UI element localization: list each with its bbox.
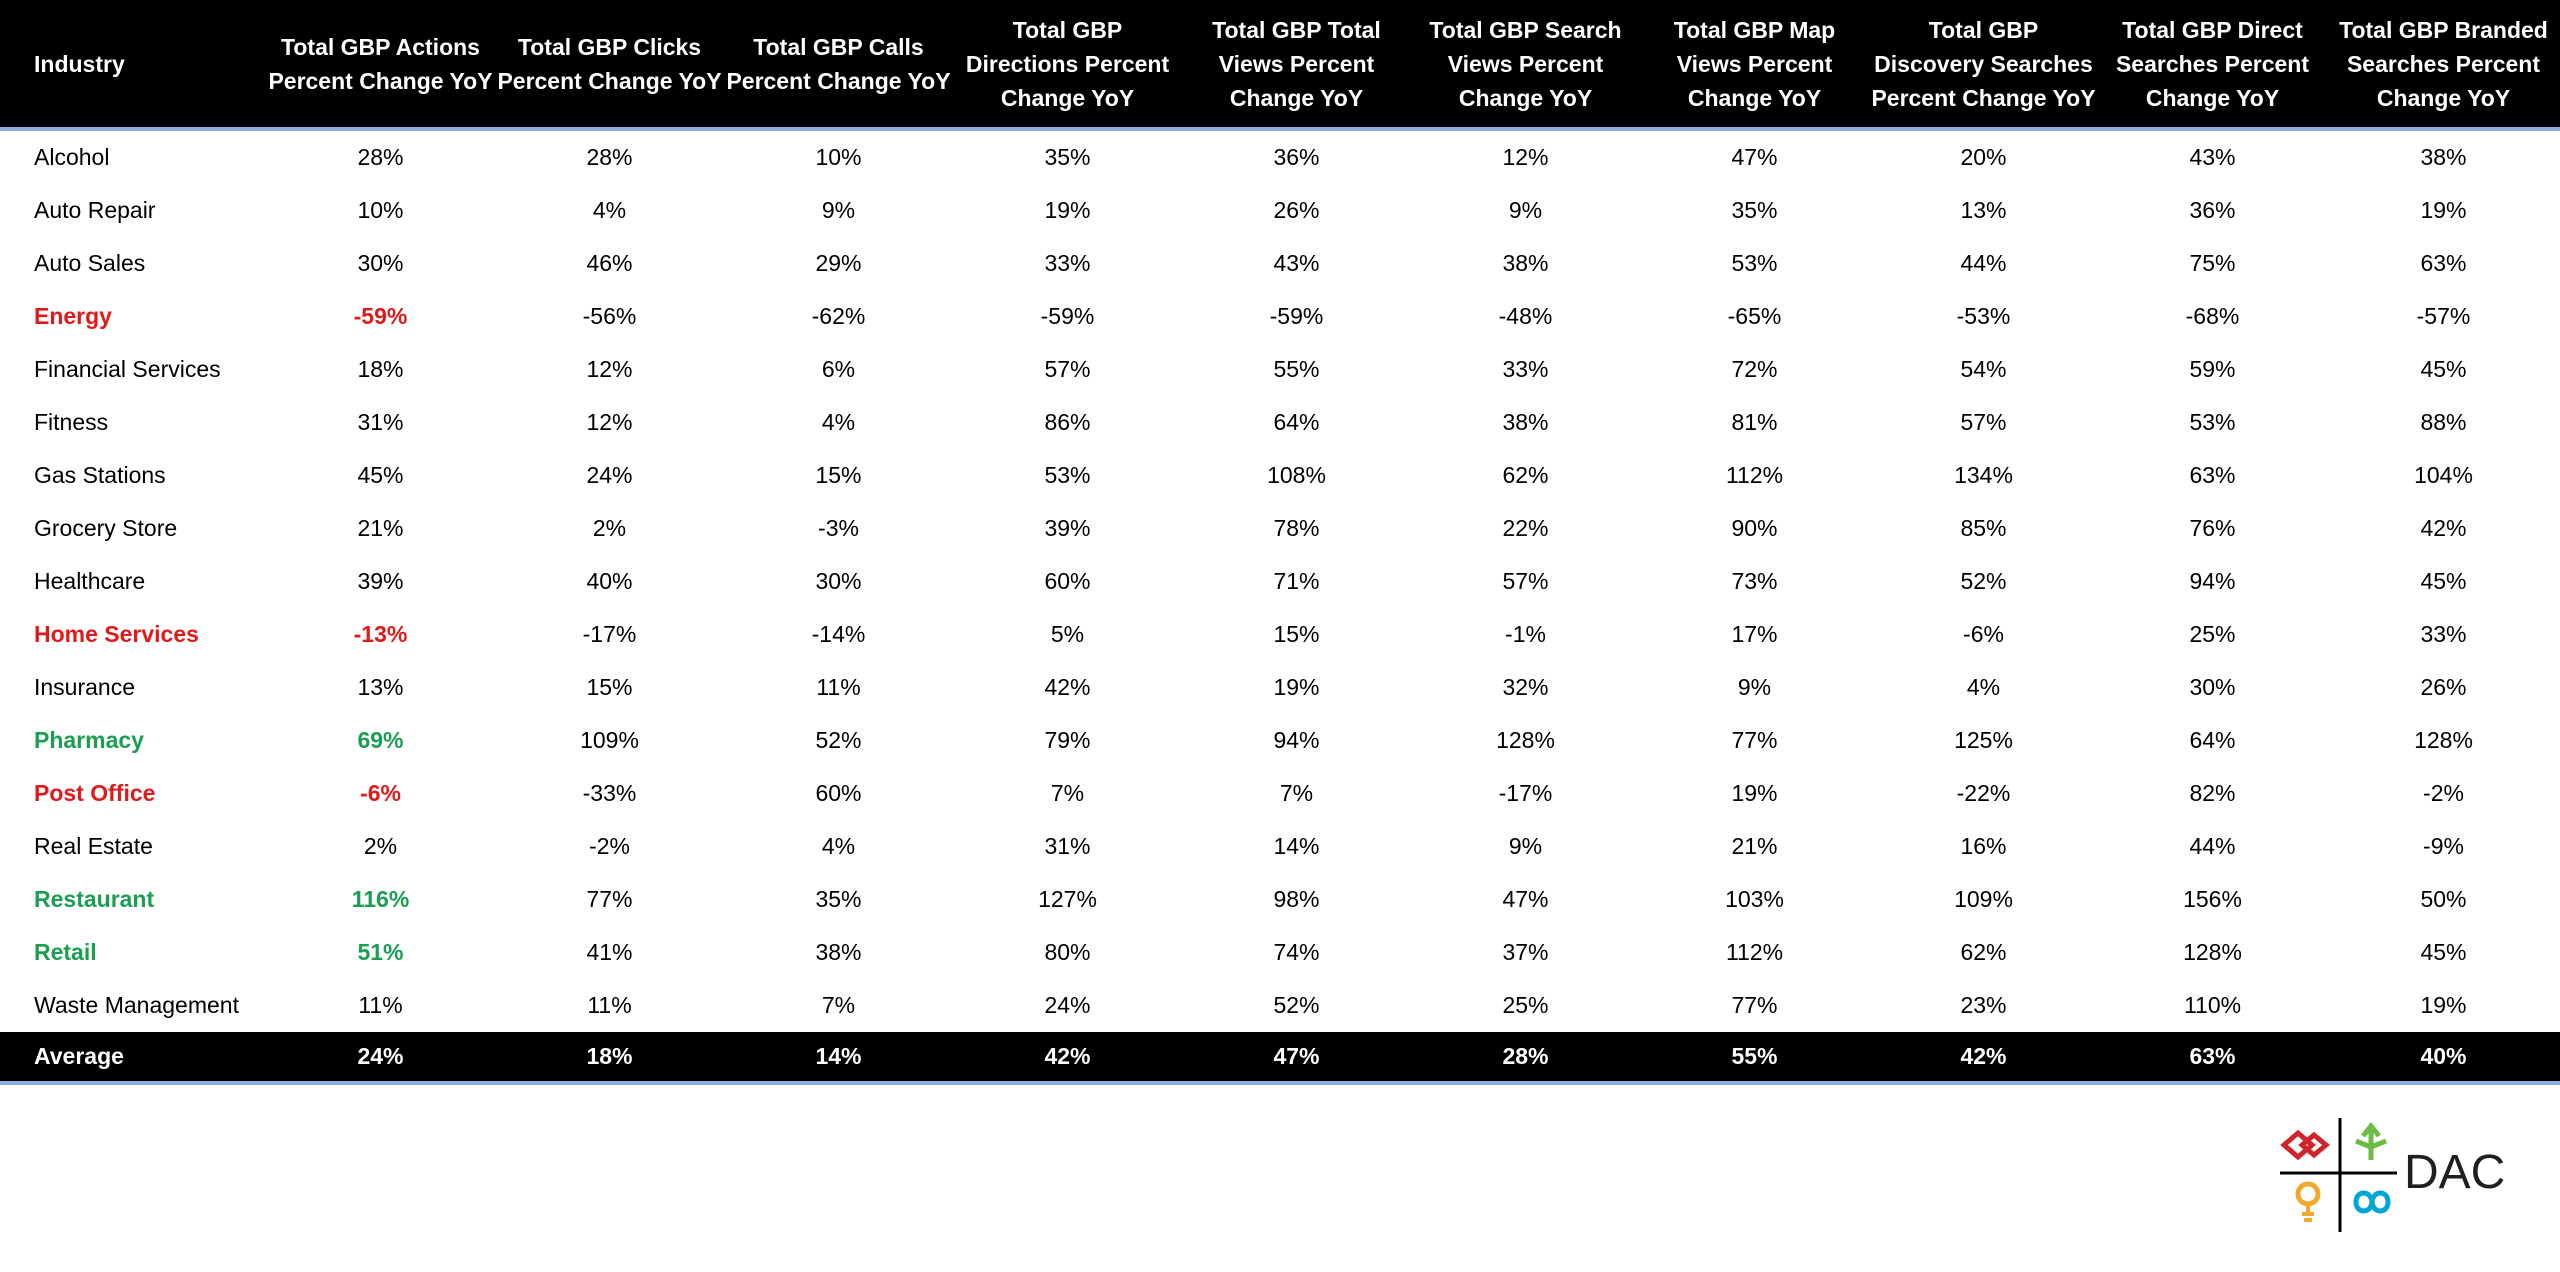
value-cell: 50% — [2420, 886, 2467, 912]
industry-cell: Auto Sales — [34, 250, 146, 276]
value-cell: 25% — [2189, 621, 2236, 647]
value-cell: 15% — [1273, 621, 1320, 647]
table-row — [0, 502, 2560, 555]
value-cell: 4% — [821, 833, 856, 859]
value-cell: 47% — [1502, 886, 1549, 912]
value-cell: 64% — [1273, 409, 1320, 435]
value-cell: 38% — [1502, 250, 1549, 276]
table-header — [0, 0, 2560, 129]
value-cell: 41% — [586, 939, 633, 965]
value-cell: 11% — [816, 674, 861, 700]
value-cell: -57% — [2416, 303, 2471, 329]
value-cell: -22% — [1956, 780, 2011, 806]
value-cell: 98% — [1273, 886, 1320, 912]
value-cell: 52% — [1960, 568, 2007, 594]
value-cell: 5% — [1050, 621, 1085, 647]
average-value-cell: 63% — [2098, 1032, 2327, 1083]
value-cell: -65% — [1727, 303, 1782, 329]
diamond-icon — [2284, 1133, 2326, 1157]
table-row — [0, 396, 2560, 449]
value-cell: 64% — [2189, 727, 2236, 753]
dac-logo-icon — [2276, 1114, 2526, 1234]
value-cell: 57% — [1502, 568, 1549, 594]
value-cell: 38% — [2420, 144, 2467, 170]
value-cell: 45% — [2420, 939, 2467, 965]
value-cell: 94% — [1273, 727, 1320, 753]
header-industry: Industry — [0, 0, 266, 129]
value-cell: 35% — [1044, 144, 1091, 170]
value-cell: 31% — [1044, 833, 1091, 859]
value-cell: 59% — [2189, 356, 2236, 382]
value-cell: 55% — [1273, 356, 1320, 382]
value-cell: 62% — [1960, 939, 2007, 965]
logo-text: DAC — [2404, 1146, 2506, 1199]
value-cell: 94% — [2189, 568, 2236, 594]
lightbulb-icon — [2298, 1184, 2318, 1220]
value-cell: 45% — [2420, 568, 2467, 594]
value-cell: 19% — [1731, 780, 1778, 806]
value-cell: 33% — [1502, 356, 1549, 382]
header-total-gbp-map-views-percent-change-yoy: Total GBP Map Views Percent Change YoY — [1640, 0, 1869, 129]
value-cell: 11% — [358, 992, 403, 1018]
value-cell: 134% — [1954, 462, 2013, 488]
table-row — [0, 979, 2560, 1032]
industry-cell: Financial Services — [34, 356, 221, 382]
header-total-gbp-branded-searches-percent-change-yoy: Total GBP Branded Searches Percent Change YoY — [2327, 0, 2560, 129]
value-cell: 75% — [2189, 250, 2236, 276]
value-cell: 69% — [357, 727, 404, 753]
value-cell: 24% — [1044, 992, 1091, 1018]
table-row — [0, 820, 2560, 873]
value-cell: 51% — [357, 939, 404, 965]
value-cell: 112% — [1725, 939, 1784, 965]
value-cell: 85% — [1960, 515, 2007, 541]
value-cell: 54% — [1960, 356, 2007, 382]
value-cell: 42% — [1044, 674, 1091, 700]
value-cell: 9% — [1737, 674, 1772, 700]
value-cell: 47% — [1731, 144, 1778, 170]
value-cell: -48% — [1498, 303, 1553, 329]
value-cell: 77% — [1731, 727, 1778, 753]
value-cell: -17% — [1498, 780, 1553, 806]
industry-cell: Healthcare — [34, 568, 146, 594]
value-cell: 128% — [1496, 727, 1555, 753]
value-cell: -6% — [1963, 621, 2004, 647]
value-cell: 15% — [815, 462, 862, 488]
value-cell: 104% — [2414, 462, 2473, 488]
value-cell: 24% — [586, 462, 633, 488]
value-cell: 33% — [1044, 250, 1091, 276]
value-cell: 17% — [1731, 621, 1778, 647]
average-label: Average — [0, 1032, 266, 1083]
value-cell: 76% — [2189, 515, 2236, 541]
header-total-gbp-calls-percent-change-yoy: Total GBP Calls Percent Change YoY — [724, 0, 953, 129]
table-row — [0, 767, 2560, 820]
table-row — [0, 449, 2560, 502]
value-cell: 63% — [2420, 250, 2467, 276]
value-cell: 19% — [1273, 674, 1320, 700]
table-row — [0, 237, 2560, 290]
table-row — [0, 608, 2560, 661]
infinity-icon — [2356, 1193, 2388, 1211]
industry-cell: Real Estate — [34, 833, 153, 859]
table-row — [0, 873, 2560, 926]
value-cell: 42% — [2420, 515, 2467, 541]
industry-cell: Energy — [34, 303, 112, 329]
industry-cell: Alcohol — [34, 144, 110, 170]
value-cell: 33% — [2420, 621, 2467, 647]
value-cell: 36% — [1273, 144, 1320, 170]
value-cell: 35% — [815, 886, 862, 912]
value-cell: 26% — [2420, 674, 2467, 700]
average-value-cell: 14% — [724, 1032, 953, 1083]
value-cell: 63% — [2189, 462, 2236, 488]
value-cell: 77% — [1731, 992, 1778, 1018]
value-cell: 36% — [2189, 197, 2236, 223]
value-cell: -9% — [2423, 833, 2464, 859]
value-cell: 116% — [351, 886, 410, 912]
header-total-gbp-discovery-searches-percent-change-yoy: Total GBP Discovery Searches Percent Change YoY — [1869, 0, 2098, 129]
value-cell: 74% — [1273, 939, 1320, 965]
value-cell: -59% — [353, 303, 408, 329]
value-cell: 20% — [1960, 144, 2007, 170]
value-cell: 71% — [1273, 568, 1320, 594]
value-cell: 10% — [815, 144, 862, 170]
average-value-cell: 42% — [953, 1032, 1182, 1083]
value-cell: -2% — [2423, 780, 2464, 806]
value-cell: 109% — [1954, 886, 2013, 912]
value-cell: 52% — [1273, 992, 1320, 1018]
average-value-cell: 40% — [2327, 1032, 2560, 1083]
value-cell: 128% — [2183, 939, 2242, 965]
value-cell: 53% — [2189, 409, 2236, 435]
header-total-gbp-direct-searches-percent-change-yoy: Total GBP Direct Searches Percent Change YoY — [2098, 0, 2327, 129]
value-cell: 37% — [1502, 939, 1549, 965]
header-total-gbp-search-views-percent-change-yoy: Total GBP Search Views Percent Change YoY — [1411, 0, 1640, 129]
value-cell: -1% — [1505, 621, 1546, 647]
value-cell: 57% — [1960, 409, 2007, 435]
value-cell: -62% — [811, 303, 866, 329]
value-cell: 90% — [1731, 515, 1778, 541]
value-cell: 53% — [1731, 250, 1778, 276]
table-row — [0, 184, 2560, 237]
value-cell: 4% — [1966, 674, 2001, 700]
value-cell: 31% — [357, 409, 404, 435]
value-cell: 72% — [1731, 356, 1778, 382]
value-cell: 127% — [1038, 886, 1097, 912]
industry-cell: Post Office — [34, 780, 156, 806]
table-row — [0, 661, 2560, 714]
value-cell: 29% — [815, 250, 862, 276]
header-total-gbp-directions-percent-change-yoy: Total GBP Directions Percent Change YoY — [953, 0, 1182, 129]
arrows-icon — [2356, 1126, 2386, 1160]
value-cell: 35% — [1731, 197, 1778, 223]
industry-cell: Insurance — [34, 674, 136, 700]
value-cell: 53% — [1044, 462, 1091, 488]
value-cell: 6% — [821, 356, 856, 382]
table-row — [0, 129, 2560, 184]
industry-cell: Gas Stations — [34, 462, 166, 488]
value-cell: 23% — [1960, 992, 2007, 1018]
value-cell: 7% — [821, 992, 856, 1018]
industry-cell: Pharmacy — [34, 727, 144, 753]
value-cell: 14% — [1273, 833, 1320, 859]
average-value-cell: 47% — [1182, 1032, 1411, 1083]
value-cell: -68% — [2185, 303, 2240, 329]
industry-cell: Restaurant — [34, 886, 155, 912]
value-cell: 21% — [1731, 833, 1778, 859]
value-cell: 30% — [815, 568, 862, 594]
dac-logo — [2276, 1114, 2526, 1234]
value-cell: 38% — [815, 939, 862, 965]
value-cell: 13% — [1960, 197, 2007, 223]
value-cell: 2% — [363, 833, 398, 859]
value-cell: 30% — [2189, 674, 2236, 700]
value-cell: -53% — [1956, 303, 2011, 329]
value-cell: -17% — [582, 621, 637, 647]
value-cell: 156% — [2183, 886, 2242, 912]
value-cell: 60% — [815, 780, 862, 806]
value-cell: 15% — [586, 674, 633, 700]
header-row — [0, 0, 2560, 129]
value-cell: 80% — [1044, 939, 1091, 965]
value-cell: 22% — [1502, 515, 1549, 541]
value-cell: 28% — [586, 144, 633, 170]
value-cell: 7% — [1050, 780, 1085, 806]
value-cell: -59% — [1040, 303, 1095, 329]
value-cell: 9% — [1508, 197, 1543, 223]
value-cell: 19% — [2420, 197, 2467, 223]
industry-cell: Waste Management — [34, 992, 239, 1018]
value-cell: 19% — [1044, 197, 1091, 223]
value-cell: 86% — [1044, 409, 1091, 435]
industry-cell: Fitness — [34, 409, 109, 435]
value-cell: 4% — [592, 197, 627, 223]
value-cell: -2% — [589, 833, 630, 859]
value-cell: 108% — [1267, 462, 1326, 488]
header-total-gbp-actions-percent-change-yoy: Total GBP Actions Percent Change YoY — [266, 0, 495, 129]
value-cell: 25% — [1502, 992, 1549, 1018]
value-cell: 109% — [580, 727, 639, 753]
value-cell: 60% — [1044, 568, 1091, 594]
value-cell: 46% — [586, 250, 633, 276]
value-cell: 7% — [1279, 780, 1314, 806]
value-cell: 78% — [1273, 515, 1320, 541]
table-row — [0, 290, 2560, 343]
industry-cell: Home Services — [34, 621, 199, 647]
value-cell: 82% — [2189, 780, 2236, 806]
value-cell: 128% — [2414, 727, 2473, 753]
table-row — [0, 926, 2560, 979]
industry-cell: Retail — [34, 939, 97, 965]
average-value-cell: 18% — [495, 1032, 724, 1083]
value-cell: 57% — [1044, 356, 1091, 382]
value-cell: 28% — [357, 144, 404, 170]
average-row — [0, 1032, 2560, 1083]
value-cell: 43% — [1273, 250, 1320, 276]
value-cell: -33% — [582, 780, 637, 806]
industry-cell: Grocery Store — [34, 515, 178, 541]
average-value-cell: 42% — [1869, 1032, 2098, 1083]
value-cell: 73% — [1731, 568, 1778, 594]
value-cell: 12% — [586, 356, 633, 382]
value-cell: 44% — [2189, 833, 2236, 859]
value-cell: 12% — [1502, 144, 1549, 170]
value-cell: 39% — [1044, 515, 1091, 541]
industry-cell: Auto Repair — [34, 197, 156, 223]
value-cell: 77% — [586, 886, 633, 912]
value-cell: 10% — [357, 197, 404, 223]
value-cell: -59% — [1269, 303, 1324, 329]
value-cell: 103% — [1725, 886, 1784, 912]
table-row — [0, 343, 2560, 396]
table-row — [0, 555, 2560, 608]
header-total-gbp-clicks-percent-change-yoy: Total GBP Clicks Percent Change YoY — [495, 0, 724, 129]
value-cell: 52% — [815, 727, 862, 753]
value-cell: -6% — [360, 780, 401, 806]
value-cell: 88% — [2420, 409, 2467, 435]
value-cell: 30% — [357, 250, 404, 276]
value-cell: 45% — [2420, 356, 2467, 382]
value-cell: 44% — [1960, 250, 2007, 276]
value-cell: 19% — [2420, 992, 2467, 1018]
value-cell: 45% — [357, 462, 404, 488]
average-value-cell: 24% — [266, 1032, 495, 1083]
value-cell: 79% — [1044, 727, 1091, 753]
value-cell: -14% — [811, 621, 866, 647]
value-cell: 11% — [587, 992, 632, 1018]
value-cell: 12% — [586, 409, 633, 435]
value-cell: 110% — [2183, 992, 2242, 1018]
value-cell: 112% — [1725, 462, 1784, 488]
value-cell: 39% — [357, 568, 404, 594]
value-cell: 40% — [586, 568, 633, 594]
value-cell: 13% — [357, 674, 404, 700]
value-cell: 38% — [1502, 409, 1549, 435]
value-cell: -3% — [818, 515, 859, 541]
table-row — [0, 714, 2560, 767]
value-cell: 21% — [357, 515, 404, 541]
table-footer — [0, 1032, 2560, 1083]
value-cell: -56% — [582, 303, 637, 329]
value-cell: 4% — [821, 409, 856, 435]
average-value-cell: 28% — [1411, 1032, 1640, 1083]
value-cell: 2% — [592, 515, 627, 541]
value-cell: 16% — [1960, 833, 2007, 859]
value-cell: 9% — [1508, 833, 1543, 859]
value-cell: 125% — [1954, 727, 2013, 753]
value-cell: 43% — [2189, 144, 2236, 170]
value-cell: 62% — [1502, 462, 1549, 488]
average-value-cell: 55% — [1640, 1032, 1869, 1083]
value-cell: 81% — [1731, 409, 1778, 435]
value-cell: 18% — [357, 356, 404, 382]
value-cell: -13% — [353, 621, 408, 647]
table-body — [0, 129, 2560, 1032]
value-cell: 32% — [1502, 674, 1549, 700]
header-total-gbp-total-views-percent-change-yoy: Total GBP Total Views Percent Change YoY — [1182, 0, 1411, 129]
value-cell: 26% — [1273, 197, 1320, 223]
value-cell: 9% — [821, 197, 856, 223]
